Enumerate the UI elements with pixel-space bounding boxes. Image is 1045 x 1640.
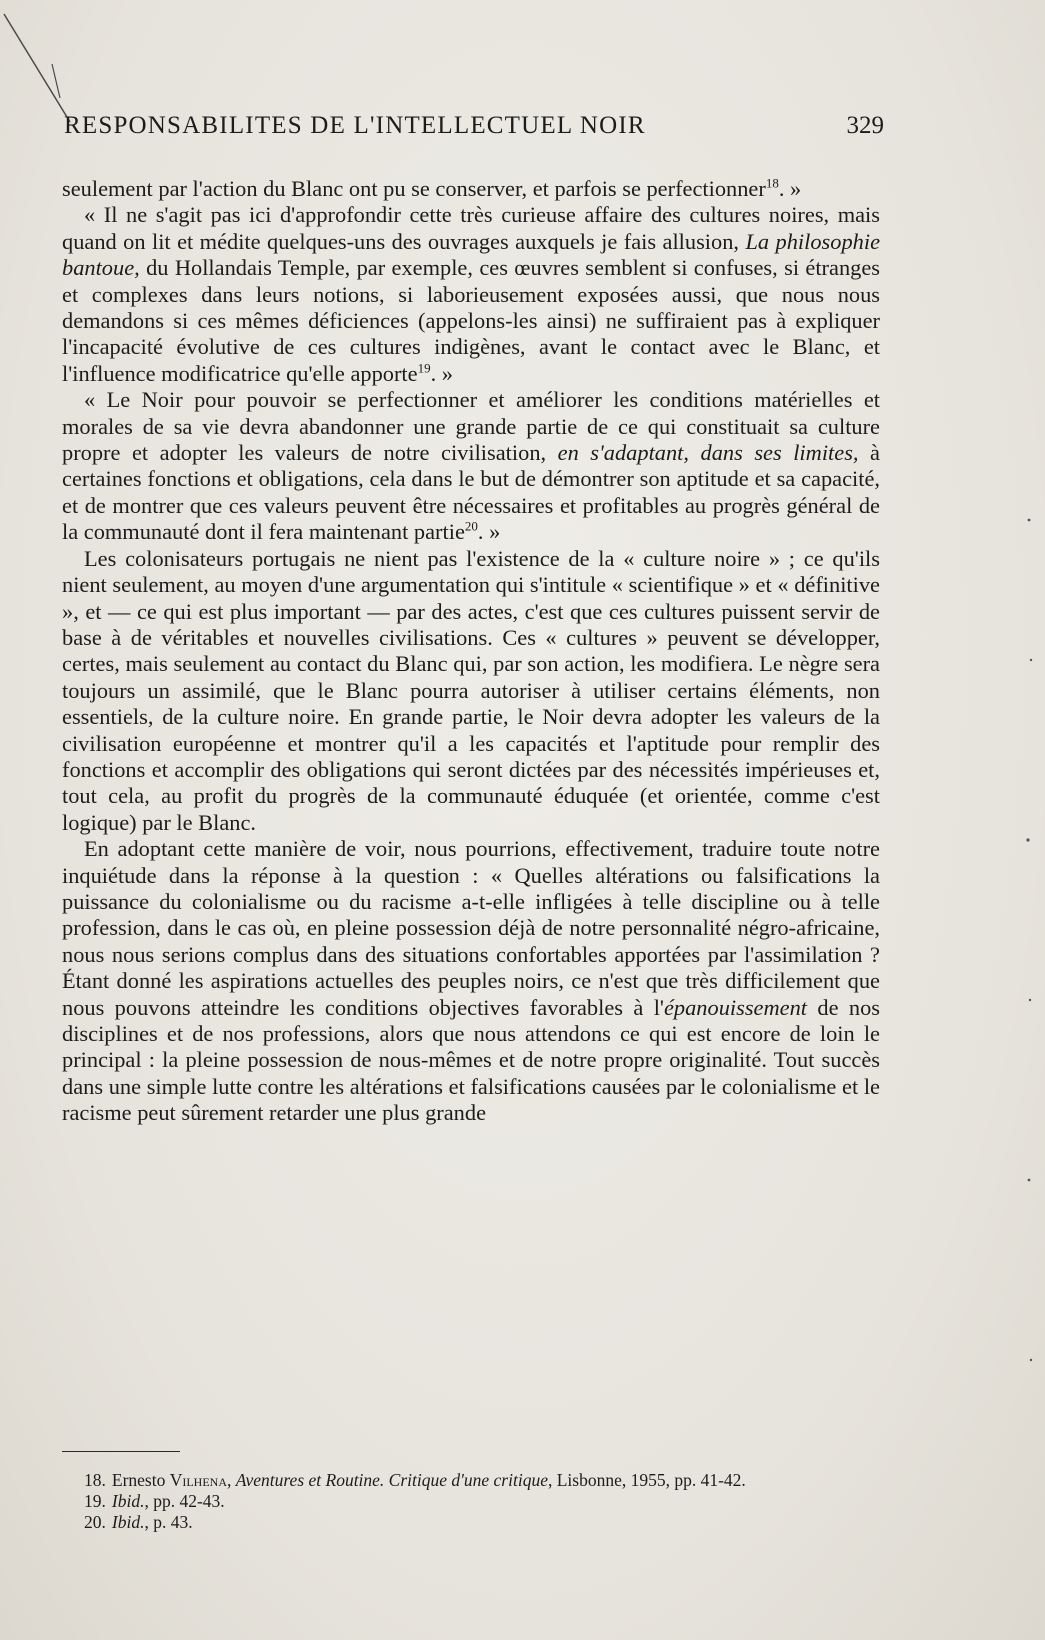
footnote-title: Aventures et Routine. Critique d'une critique — [235, 1470, 548, 1490]
italic-word: épanouissement — [663, 994, 807, 1020]
footnote-ref-18: 18 — [765, 175, 779, 191]
paragraph-3: « Le Noir pour pouvoir se perfectionner et améliorer les conditions matérielles et morales de sa vie devra abandonner une grande partie de ce qui constituait sa culture propre et adopter les valeurs de notre civilisation, en s'adaptant, dans ses limites, à certaines fonctions et obligations, cela dans le but de démontrer son aptitude et sa capacité, et de montrer que ces valeurs peuvent être nécessaires et profitables au progrès général de la communauté dont il fera maintenant partie$^{20}$. » — [62, 387, 880, 545]
footnote-20: 20. Ibid., p. 43. — [84, 1512, 193, 1532]
footnote-19: 19. Ibid., pp. 42-43. — [84, 1491, 225, 1511]
footnote-18: 18. Ernesto Vilhena, Aventures et Routine. Critique d'une critique, Lisbonne, 1955, pp. 41-42. — [84, 1470, 746, 1490]
footnote-ref-19: 19 — [417, 360, 431, 376]
paragraph-2: « Il ne s'agit pas ici d'approfondir cette très curieuse affaire des cultures noires, mais quand on lit et médite quelques-uns des ouvrages auxquels je fais allusion, La philosophie bantoue, du Hollandais Temple, par exemple, ces œuvres semblent si confuses, si étranges et complexes dans leurs notions, si laborieusement exposées aussi, que nous nous demandons si ces mêmes déficiences (appelons-les ainsi) ne suffiraient pas à expliquer l'incapacité évolutive de ces cultures indigènes, avant le contact avec le Blanc, et l'influence modificatrice qu'elle apporte$^{19}$. » — [62, 202, 881, 386]
paragraph-4: Les colonisateurs portugais ne nient pas l'existence de la « culture noire » ; ce qu'ils nient seulement, au moyen d'une argumentation qui s'intitule « scientifique » et « définitive », et — ce qui est plus important — par des actes, c'est que ces cultures puissent servir de base à de véritables et nouvelles civilisations. Ces « cultures » peuvent se développer, certes, mais seulement au contact du Blanc qui, par son action, les modifiera. Le nègre sera toujours un assimilé, que le Blanc pourra autoriser à utiliser certains éléments, non essentiels, de la culture noire. En grande partie, le Noir devra adopter les valeurs de la civilisation européenne et montrer qu'il a les capacités et l'aptitude pour remplir des fonctions et accomplir des obligations qui seront dictées par des nécessités impérieuses et, tout cela, au profit du progrès de la communauté éduquée (et orientée, comme c'est logique) par le Blanc. — [62, 545, 880, 835]
body-text — [62, 176, 880, 1127]
footnotes — [62, 1470, 880, 1533]
running-header — [64, 112, 884, 140]
italic-phrase: en s'adaptant, dans ses limites, — [557, 440, 859, 466]
paragraph-1: seulement par l'action du Blanc ont pu se conserver, et parfois se perfectionner$^{18}$. » — [62, 175, 802, 201]
paragraph-5: En adoptant cette manière de voir, nous pourrions, effectivement, traduire toute notre inquiétude dans la réponse à la question : « Quelles altérations ou falsifications la puissance du colonialisme ou du racisme a-t-elle infligées à telle discipline ou à telle profession, dans le cas où, en pleine possession déjà de notre personnalité négro-africaine, nous nous serions complus dans des situations confortables apportées par l'assimilation ? Étant donné les aspirations actuelles des peuples noirs, ce n'est que très difficilement que nous pouvons atteindre les conditions objectives favorables à l'épanouissement de nos disciplines et de nos professions, alors que nous attendons ce qui est encore de loin le principal : la pleine possession de nous-mêmes et de notre propre originalité. Tout succès dans une simple lutte contre les altérations et falsifications causées par le colonialisme et le racisme peut sûrement retarder une plus grande — [62, 836, 881, 1126]
page-number: 329 — [846, 112, 884, 139]
footnote-divider — [62, 1451, 180, 1452]
footnote-author: Vilhena — [169, 1470, 228, 1490]
header-title: RESPONSABILITES DE L'INTELLECTUEL NOIR — [64, 112, 646, 139]
footnote-ref-20: 20 — [464, 518, 478, 534]
page-edge-marks — [1023, 480, 1037, 1480]
pen-mark — [0, 0, 80, 130]
book-title: La philosophie bantoue, — [62, 228, 881, 281]
